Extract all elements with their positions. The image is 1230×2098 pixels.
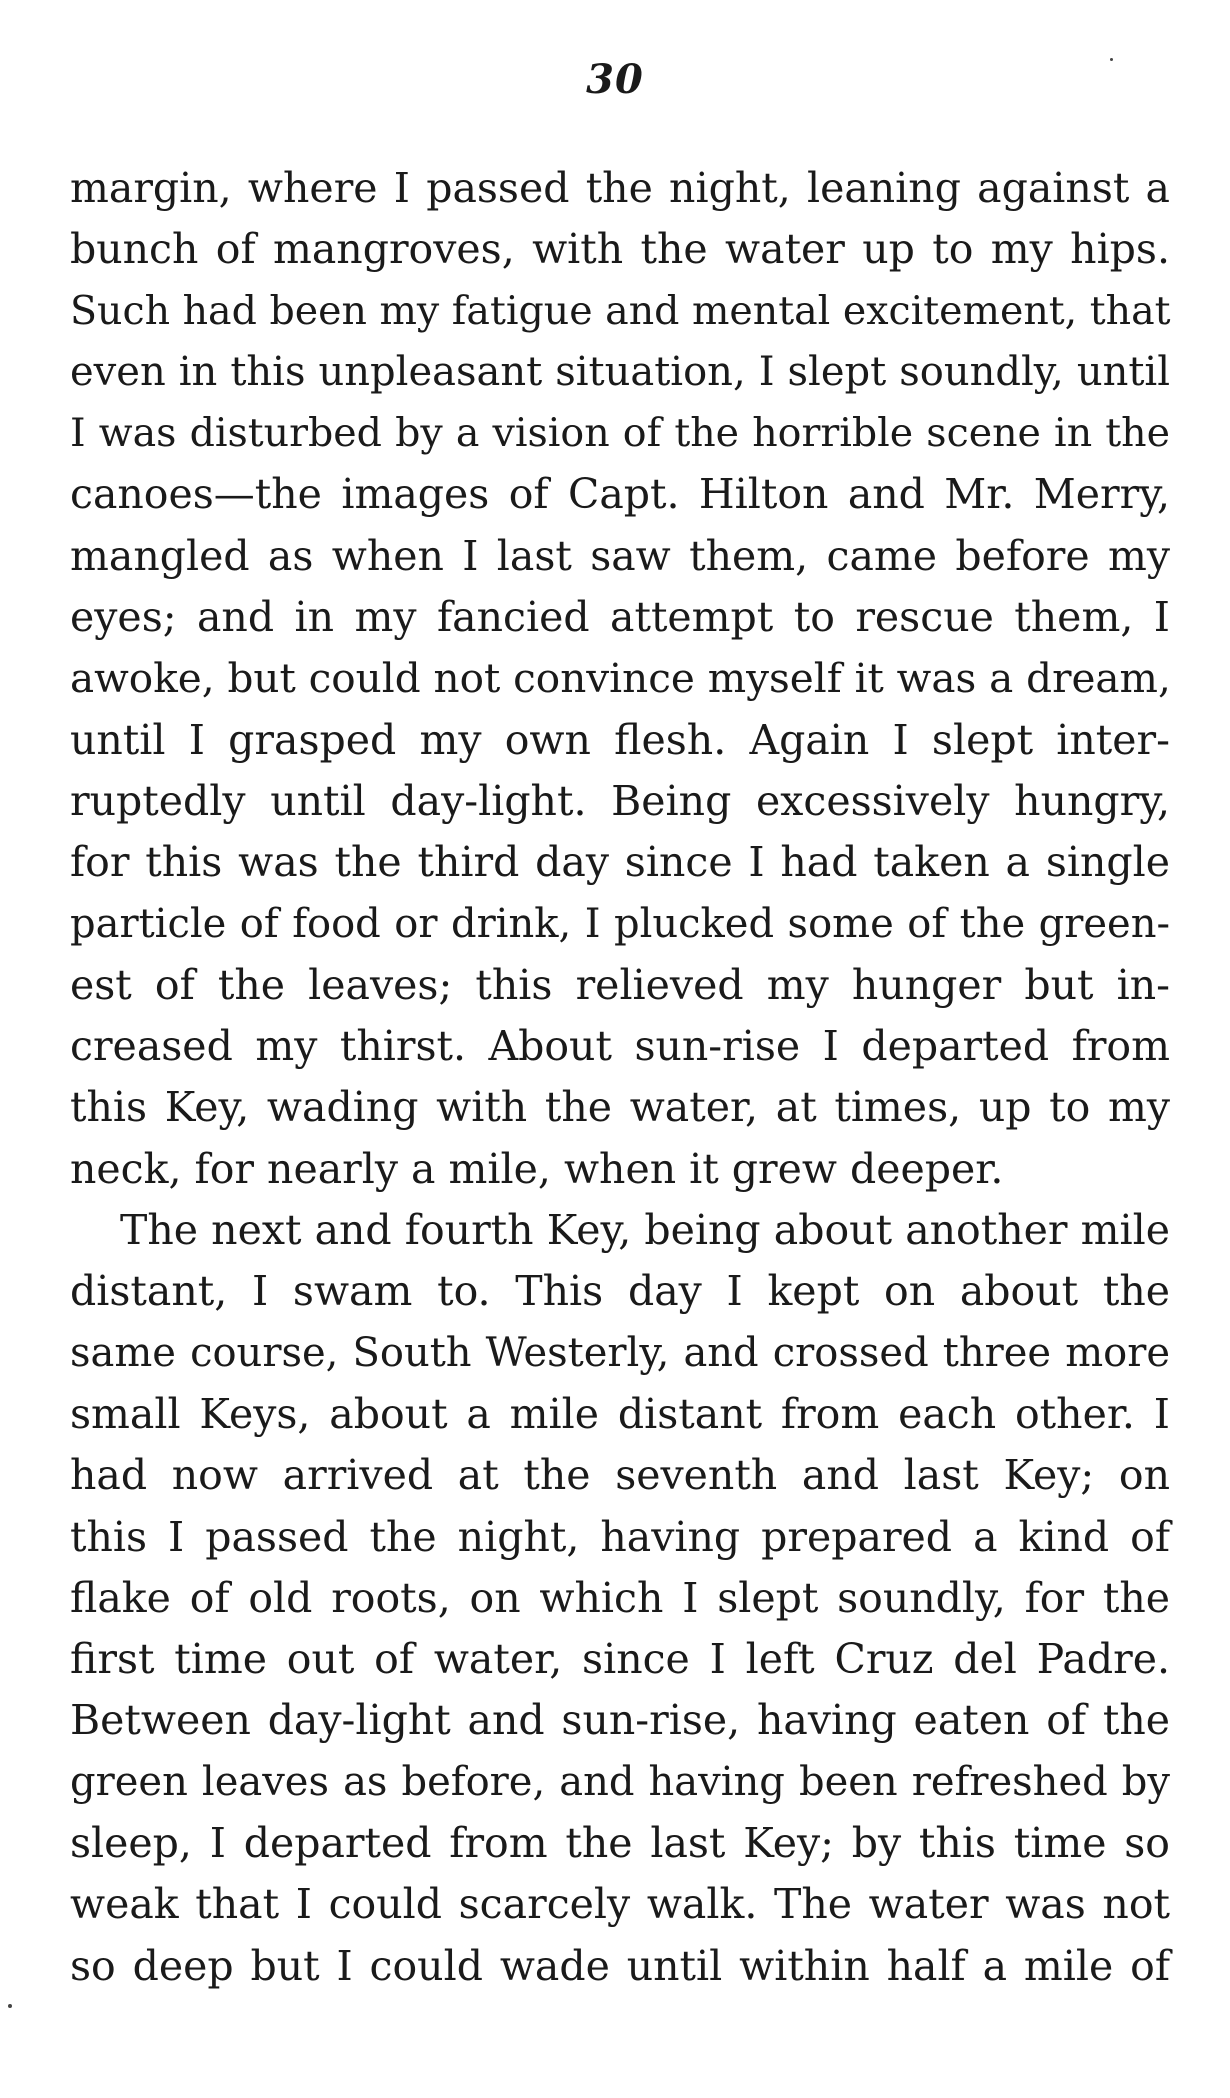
text-line: neck, for nearly a mile, when it grew deeper.	[70, 1144, 1004, 1193]
text-line: weak that I could scarcely walk. The water was not	[70, 1880, 1170, 1929]
text-line: Between day-light and sun-rise, having eaten of the	[70, 1696, 1170, 1745]
page-number: 30	[586, 56, 644, 103]
text-line: this I passed the night, having prepared a kind of	[70, 1512, 1170, 1561]
text-line: est of the leaves; this relieved my hunger but in-	[70, 960, 1170, 1009]
text-line: same course, South Westerly, and crossed three more	[70, 1329, 1170, 1376]
text-line: until I grasped my own flesh. Again I slept inter-	[70, 715, 1170, 764]
text-line: sleep, I departed from the last Key; by this time so	[70, 1819, 1170, 1868]
text-line: canoes—the images of Capt. Hilton and Mr. Merry,	[70, 470, 1170, 519]
text-line: first time out of water, since I left Cruz del Padre.	[70, 1635, 1170, 1684]
text-line: green leaves as before, and having been refreshed by	[70, 1758, 1170, 1805]
text-line: particle of food or drink, I plucked some of the green-	[70, 900, 1170, 947]
text-line: even in this unpleasant situation, I slept soundly, until	[70, 348, 1170, 395]
text-line: so deep but I could wade until within half a mile of	[70, 1941, 1170, 1990]
text-line: distant, I swam to. This day I kept on about the	[70, 1267, 1170, 1316]
body-text	[70, 158, 1170, 1997]
text-line: eyes; and in my fancied attempt to rescue them, I	[70, 593, 1170, 642]
text-line: had now arrived at the seventh and last Key; on	[70, 1451, 1170, 1500]
text-line: mangled as when I last saw them, came before my	[70, 531, 1170, 580]
text-line: small Keys, about a mile distant from each other. I	[70, 1389, 1170, 1438]
text-line: flake of old roots, on which I slept soundly, for the	[70, 1573, 1170, 1622]
text-line: creased my thirst. About sun-rise I departed from	[70, 1022, 1170, 1071]
print-speck	[1110, 58, 1113, 61]
text-line: bunch of mangroves, with the water up to my hips.	[70, 225, 1170, 274]
text-line: awoke, but could not convince myself it was a dream,	[70, 654, 1171, 703]
text-line: I was disturbed by a vision of the horrible scene in the	[70, 410, 1170, 457]
text-line: margin, where I passed the night, leaning against a	[70, 164, 1170, 212]
text-line: this Key, wading with the water, at times, up to my	[70, 1083, 1170, 1132]
print-speck	[8, 2004, 12, 2008]
text-line: for this was the third day since I had taken a single	[70, 838, 1170, 887]
text-line: Such had been my fatigue and mental excitement, that	[70, 287, 1171, 334]
text-line: ruptedly until day-light. Being excessively hungry,	[70, 776, 1170, 825]
text-line: The next and fourth Key, being about another mile	[120, 1206, 1170, 1255]
